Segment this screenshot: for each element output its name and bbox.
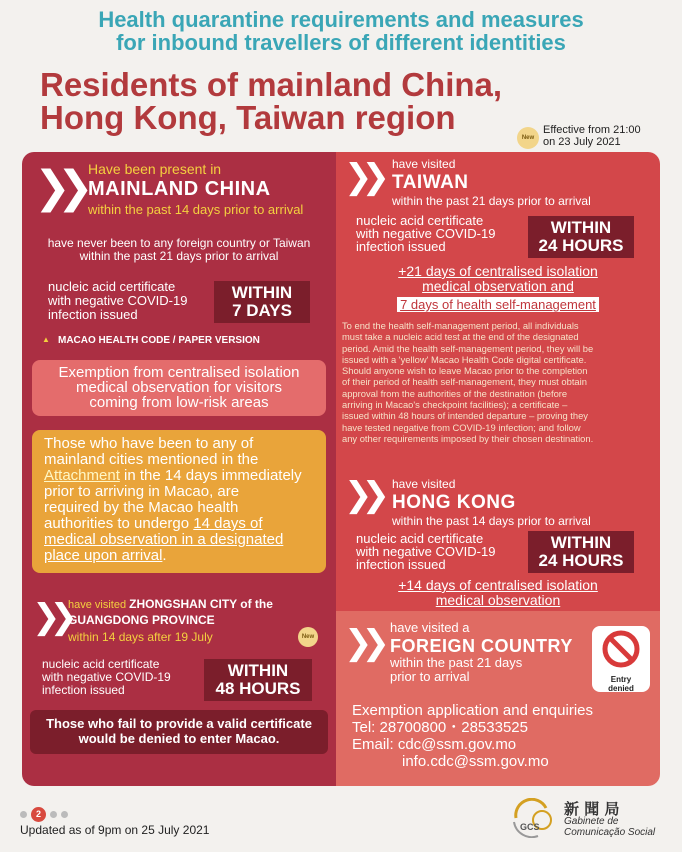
zhongshan-warning [30,710,328,754]
attachment-line-4: prior to arriving in Macao, are [44,483,240,500]
zhongshan-warning-line-2: would be denied to enter Macao. [78,731,280,746]
page-title [40,68,502,134]
mainland-have-been: Have been present in [88,161,222,177]
zhongshan-cert-line-1: nucleic acid certificate [42,657,160,671]
updated-date: Updated as of 9pm on 25 July 2021 [20,823,210,837]
attachment-line-5: required by the Macao health [44,499,239,516]
mainland-cert-line-2: with negative COVID-19 [48,293,188,308]
zhongshan-heading [68,598,273,612]
attachment-line-3 [44,468,314,484]
mainland-within-box-1: WITHIN [231,283,293,302]
taiwan-isolation-line-2: medical observation and [422,278,574,294]
para-line: of their period of health self-management, they must obtain [342,376,587,388]
taiwan-within-box [528,216,634,258]
page-dot-active[interactable]: 2 [31,807,46,822]
para-line: must take a nucleic acid test at the end of the designated [342,331,579,343]
logo-chinese: 新 聞 局 [564,800,620,818]
logo-pt-line-2: Comunicação Social [564,827,656,838]
hongkong-isolation-line-2: medical observation [435,592,561,608]
gcs-logo-icon [508,798,560,838]
hongkong-cert-line-3: infection issued [356,557,446,572]
foreign-within-line-1: within the past 21 days [390,655,523,670]
hongkong-isolation [336,578,660,608]
chevron-right-icon: ❯❯ [344,623,379,663]
entry-denied-card [592,626,650,692]
header-line-1: Health quarantine requirements and measures [98,7,584,32]
taiwan-title: TAIWAN [392,172,469,193]
mainland-within-box [214,281,310,323]
chevron-right-icon: ❯❯ [32,597,67,637]
header-line-2: for inbound travellers of different identities [116,30,566,55]
attachment-line-3-rest: in the 14 days immediately [119,467,302,484]
zhongshan-have-visited: have visited [68,599,130,611]
attachment-line-8 [44,548,314,564]
entry-denied-line-2: denied [608,684,634,693]
hongkong-title: HONG KONG [392,492,516,513]
hongkong-cert-line-2: with negative COVID-19 [356,544,496,559]
attachment-notice [32,430,326,573]
zhongshan-within-box [204,659,312,701]
mainland-never-text [22,237,336,263]
taiwan-have-visited: have visited [392,157,456,171]
logo-pt-line-1: Gabinete de [564,816,619,827]
prohibited-icon [592,626,650,670]
zhongshan-new-badge: New [298,627,318,647]
new-badge: New [517,127,539,149]
mainland-within: within the past 14 days prior to arrival [88,202,304,217]
attachment-line-6-text: authorities to undergo [44,515,194,532]
taiwan-within-box-2: 24 HOURS [538,236,624,255]
para-line: approval from the authorities of the destination (before [342,387,568,399]
page-dot[interactable] [61,811,68,818]
attachment-line-7: medical observation in a designated [44,531,284,548]
hongkong-within-box-1: WITHIN [550,533,612,552]
mainland-never-line-1: have never been to any foreign country or Taiwan [47,236,311,250]
zhongshan-within: within 14 days after 19 July [68,630,213,644]
logo-portuguese [564,816,655,838]
mainland-cert-line-1: nucleic acid certificate [48,279,176,294]
exemption-line-1: Exemption from centralised isolation [58,364,300,381]
exemption-enquiries [352,702,593,770]
zhongshan-cert-line-3: infection issued [42,683,125,697]
para-line: To end the health self-management period, all individuals [342,320,579,331]
self-management-row [336,296,660,314]
attachment-link[interactable]: Attachment [44,467,120,484]
para-line: have tested negative from COVID-19 infection; and follow [342,421,581,433]
para-line: issued within 48 hours of intended departure – proving they [342,410,588,422]
entry-denied-label [592,675,650,693]
attachment-line-6 [44,516,314,532]
taiwan-cert-text [356,214,495,253]
foreign-within-line-2: prior to arrival [390,669,470,684]
taiwan-isolation-line-1: +21 days of centralised isolation [398,263,598,279]
email-1[interactable]: Email: cdc@ssm.gov.mo [352,736,517,753]
page-dot[interactable] [20,811,27,818]
taiwan-within-box-1: WITHIN [550,218,612,237]
zhongshan-within-box-2: 48 HOURS [215,679,301,698]
hongkong-isolation-line-1: +14 days of centralised isolation [398,577,598,593]
chevron-right-icon: ❯❯ [344,475,379,515]
taiwan-cert-line-1: nucleic acid certificate [356,213,484,228]
para-line: Should anyone wish to leave Macao prior to the completion [342,365,588,377]
exemption-box [32,360,326,416]
taiwan-within: within the past 21 days prior to arrival [392,194,591,208]
attachment-line-1: Those who have been to any of [44,435,254,452]
hongkong-have-visited: have visited [392,477,456,491]
self-management-paragraph [342,320,658,444]
para-line: arriving in Macao's checkpoint facilities); a certificate – [342,399,568,411]
attachment-line-6-underlined: 14 days of [193,515,263,532]
self-management-label: 7 days of health self-management [397,297,599,312]
title-line-1: Residents of mainland China, [40,66,503,103]
effective-line-2: on 23 July 2021 [543,136,621,148]
mainland-cert-text [48,280,187,322]
zhongshan-within-box-1: WITHIN [227,661,289,680]
gcs-abbr: GCS [520,822,540,832]
chevron-right-icon: ❯❯ [344,157,379,197]
foreign-within [390,656,522,684]
hongkong-within-box [528,531,634,573]
attachment-line-8-period: . [162,547,167,564]
mainland-cert-line-3: infection issued [48,307,138,322]
hongkong-within-box-2: 24 HOURS [538,551,624,570]
mainland-title: MAINLAND CHINA [88,178,271,200]
para-line: issued with a 'yellow' Macao Health Code digital certificate. [342,353,587,365]
effective-line-1: Effective from 21:00 [543,124,641,136]
telephone-numbers[interactable]: Tel: 28700800・28533525 [352,719,528,736]
hongkong-cert-text [356,532,495,571]
para-line: period. Amid the health self-management period, they will be [342,342,594,354]
triangle-icon: ▲ [42,335,50,344]
gcs-emblem-icon [508,798,560,838]
foreign-title: FOREIGN COUNTRY [390,636,573,656]
taiwan-cert-line-2: with negative COVID-19 [356,226,496,241]
entry-denied-line-1: Entry [610,675,632,684]
page-indicator [20,806,72,824]
taiwan-isolation [336,264,660,294]
hongkong-cert-line-1: nucleic acid certificate [356,531,484,546]
mainland-never-line-2: within the past 21 days prior to arrival [79,249,279,263]
hongkong-within: within the past 14 days prior to arrival [392,514,591,528]
zhongshan-cert-text [42,658,171,697]
title-line-2: Hong Kong, Taiwan region [40,99,456,136]
para-line: any other requirements imposed by their chosen destination. [342,432,594,444]
exemption-line-3: coming from low-risk areas [89,394,269,411]
zhongshan-warning-line-1: Those who fail to provide a valid certificate [46,716,312,731]
zhongshan-city: ZHONGSHAN CITY of the [129,597,273,611]
effective-date [543,124,641,148]
chevron-right-icon: ❯❯ [34,162,80,213]
attachment-line-2: mainland cities mentioned in the [44,451,259,468]
zhongshan-province: GUANGDONG PROVINCE [68,613,215,627]
foreign-have-visited: have visited a [390,620,470,635]
mainland-within-box-2: 7 DAYS [232,301,292,320]
exemption-line-2: medical observation for visitors [76,379,282,396]
email-2[interactable]: info.cdc@ssm.gov.mo [402,753,549,770]
exemption-enquiries-title: Exemption application and enquiries [352,702,593,719]
header-subtitle [0,8,682,54]
attachment-line-8-underlined: place upon arrival [44,547,163,564]
health-code-label: MACAO HEALTH CODE / PAPER VERSION [58,335,260,346]
zhongshan-cert-line-2: with negative COVID-19 [42,670,171,684]
taiwan-cert-line-3: infection issued [356,239,446,254]
page-dot[interactable] [50,811,57,818]
